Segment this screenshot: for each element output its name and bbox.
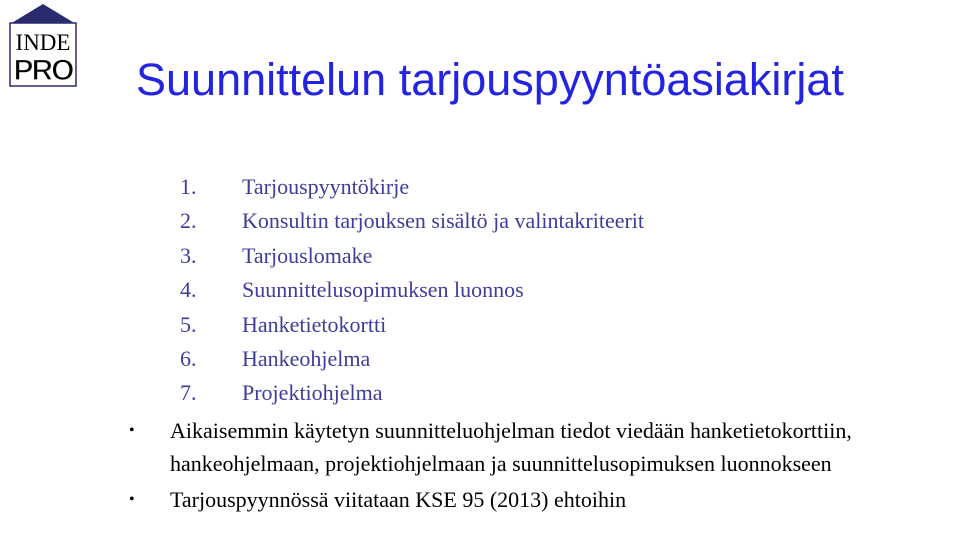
list-item: [180, 342, 644, 376]
list-item-number: 5.: [180, 311, 197, 337]
list-item: [180, 204, 644, 238]
logo-text-inde: INDE: [15, 30, 71, 55]
list-item-text: Suunnittelusopimuksen luonnos: [242, 277, 524, 303]
list-item: [180, 273, 644, 307]
document-list: [180, 170, 644, 411]
list-item-text: Hanketietokortti: [242, 311, 387, 337]
list-item-number: 7.: [180, 380, 197, 406]
bullet-marker: •: [129, 422, 135, 439]
list-item-text: Projektiohjelma: [242, 380, 383, 406]
indepro-logo: [4, 2, 82, 88]
list-item-number: 2.: [180, 208, 197, 234]
list-item: [180, 170, 644, 204]
list-item-text: Tarjouslomake: [242, 242, 373, 268]
list-item-text: Hankeohjelma: [242, 345, 371, 371]
page-title: Suunnittelun tarjouspyyntöasiakirjat: [136, 54, 844, 105]
list-item: [180, 376, 644, 410]
list-item-number: 4.: [180, 277, 197, 303]
list-item: [180, 308, 644, 342]
list-item-number: 1.: [180, 174, 197, 199]
notes-list: [120, 414, 940, 516]
list-item-text: Konsultin tarjouksen sisältö ja valintakriteerit: [242, 208, 645, 234]
bullet-text: Tarjouspyynnössä viitataan KSE 95 (2013) ehtoihin: [170, 487, 627, 512]
bullet-item: [120, 414, 940, 480]
list-item-number: 6.: [180, 345, 197, 371]
list-item-number: 3.: [180, 242, 197, 268]
list-item-text: Tarjouspyyntökirje: [242, 174, 410, 199]
list-item: [180, 239, 644, 273]
bullet-item: [120, 483, 940, 516]
bullet-marker: •: [129, 491, 135, 508]
bullet-text: Aikaisemmin käytetyn suunnitteluohjelman tiedot viedään hanketietokorttiin, hankeohjelmaan, projektiohjelmaan ja suunnittelusopimuksen luonnokseen: [170, 418, 852, 476]
logo-text-pro: PRO: [13, 54, 73, 87]
